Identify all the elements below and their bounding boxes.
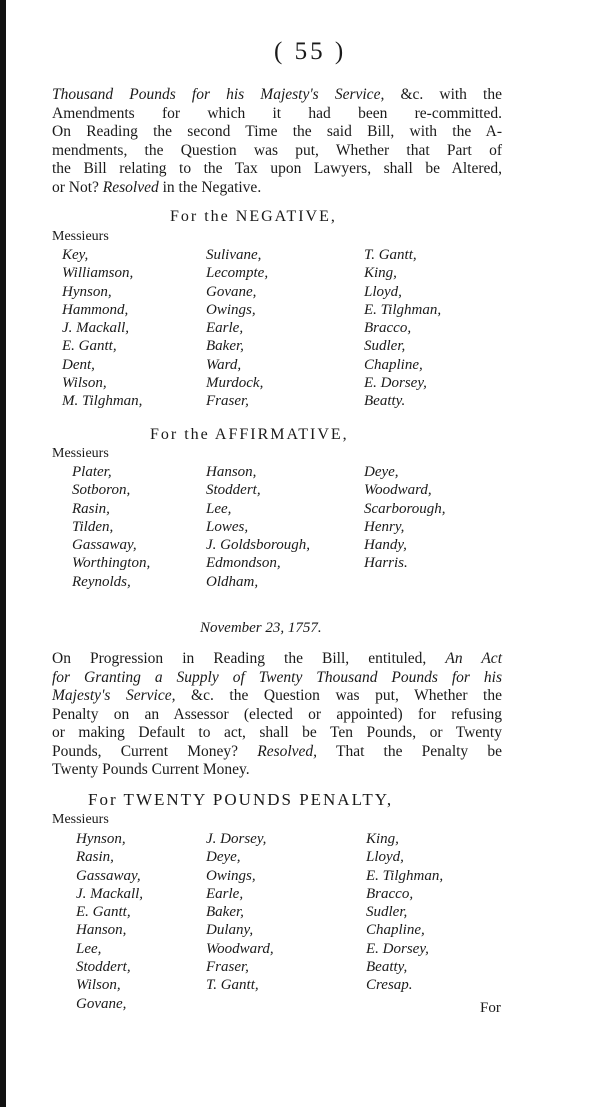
text-run: &c. with the bbox=[384, 86, 502, 103]
member-name: Williamson, bbox=[62, 265, 134, 282]
twenty-pounds-column-1 bbox=[76, 830, 143, 1013]
member-name: Owings, bbox=[206, 301, 256, 318]
member-name: E. Dorsey, bbox=[366, 940, 429, 957]
text-line bbox=[52, 105, 502, 124]
negative-messieurs: Messieurs bbox=[52, 229, 109, 244]
member-name: Beatty, bbox=[366, 959, 408, 976]
text-run: or making Default to act, shall be Ten Pounds, or Twenty bbox=[52, 724, 502, 741]
member-name: Henry, bbox=[364, 518, 405, 535]
text-line bbox=[52, 86, 502, 105]
text-line bbox=[52, 724, 502, 743]
text-line bbox=[52, 142, 502, 161]
text-line bbox=[52, 761, 502, 780]
member-name: Gassaway, bbox=[72, 537, 137, 554]
member-name: Cresap. bbox=[366, 977, 413, 994]
text-run: Thousand Pounds for his Majesty's Service, bbox=[52, 86, 385, 103]
member-name: Sudler, bbox=[364, 338, 406, 355]
member-name: Lee, bbox=[206, 500, 232, 517]
text-run: Majesty's Service, bbox=[52, 687, 176, 704]
text-run: for Granting a Supply of Twenty Thousand Pounds for his bbox=[52, 668, 502, 686]
text-run: An Act bbox=[445, 650, 502, 667]
member-name: Sotboron, bbox=[72, 482, 131, 499]
progression-paragraph bbox=[52, 650, 502, 780]
member-name: King, bbox=[364, 265, 397, 282]
member-name: Plater, bbox=[72, 464, 112, 480]
member-name: Hanson, bbox=[76, 922, 127, 939]
member-name: Govane, bbox=[76, 995, 127, 1012]
member-name: Fraser, bbox=[206, 393, 249, 410]
affirmative-heading: For the AFFIRMATIVE, bbox=[150, 426, 349, 443]
text-run: Resolved bbox=[102, 178, 159, 196]
text-run: in the Negative. bbox=[158, 178, 262, 196]
member-name: Tilden, bbox=[72, 518, 114, 535]
text-line bbox=[52, 687, 502, 706]
text-line bbox=[52, 179, 502, 198]
member-name: Harris. bbox=[364, 555, 408, 572]
text-run: On Progression in Reading the Bill, entituled, bbox=[52, 650, 446, 667]
member-name: Oldham, bbox=[206, 573, 259, 590]
member-name: J. Mackall, bbox=[76, 885, 144, 902]
member-name: Stoddert, bbox=[76, 959, 131, 976]
catchword: For bbox=[480, 1000, 501, 1016]
member-name: T. Gantt, bbox=[206, 977, 259, 994]
negative-column-1 bbox=[62, 246, 142, 411]
member-name: Sulivane, bbox=[206, 247, 262, 263]
text-line bbox=[52, 650, 502, 669]
member-name: Dulany, bbox=[206, 922, 254, 939]
affirmative-messieurs: Messieurs bbox=[52, 446, 109, 461]
member-name: Lloyd, bbox=[364, 283, 402, 300]
member-name: Rasin, bbox=[72, 500, 110, 517]
text-run: Penalty on an Assessor (elected or appointed) for refusing bbox=[52, 705, 502, 723]
member-name: Fraser, bbox=[206, 959, 249, 976]
member-name: Lloyd, bbox=[366, 849, 404, 866]
text-line bbox=[52, 743, 502, 762]
member-name: Reynolds, bbox=[72, 573, 131, 590]
intro-paragraph bbox=[52, 86, 502, 197]
member-name: Dent, bbox=[62, 356, 95, 373]
member-name: Bracco, bbox=[366, 885, 414, 902]
member-name: Baker, bbox=[206, 904, 244, 921]
member-name: J. Dorsey, bbox=[206, 831, 267, 847]
member-name: Gassaway, bbox=[76, 867, 141, 884]
text-run: the Bill relating to the Tax upon Lawyers, shall be Altered, bbox=[52, 160, 502, 177]
negative-column-2 bbox=[206, 246, 268, 411]
member-name: Woodward, bbox=[206, 940, 274, 957]
text-line bbox=[52, 706, 502, 725]
member-name: King, bbox=[366, 831, 399, 847]
text-run: On Reading the second Time the said Bill, with the A- bbox=[52, 123, 502, 140]
member-name: E. Tilghman, bbox=[364, 301, 442, 318]
member-name: E. Gantt, bbox=[76, 904, 131, 921]
text-run: mendments, the Question was put, Whether that Part of bbox=[52, 141, 502, 159]
negative-column-3 bbox=[364, 246, 441, 411]
member-name: Bracco, bbox=[364, 320, 412, 337]
member-name: Earle, bbox=[206, 320, 244, 337]
member-name: Chapline, bbox=[366, 922, 425, 939]
text-line bbox=[52, 160, 502, 179]
member-name: Stoddert, bbox=[206, 482, 261, 499]
text-run: Amendments for which it had been re-committed. bbox=[52, 104, 502, 122]
member-name: Lowes, bbox=[206, 518, 249, 535]
member-name: Ward, bbox=[206, 356, 242, 373]
member-name: E. Tilghman, bbox=[366, 867, 444, 884]
twenty-pounds-column-2 bbox=[206, 830, 274, 995]
member-name: Owings, bbox=[206, 867, 256, 884]
member-name: Wilson, bbox=[62, 375, 107, 392]
text-run: Resolved, bbox=[257, 742, 318, 760]
text-line bbox=[52, 669, 502, 688]
member-name: Hanson, bbox=[206, 464, 257, 480]
member-name: Hammond, bbox=[62, 301, 129, 318]
member-name: Hynson, bbox=[76, 831, 126, 847]
text-run: That the Penalty be bbox=[317, 742, 502, 760]
member-name: Wilson, bbox=[76, 977, 121, 994]
session-date: November 23, 1757. bbox=[200, 620, 322, 636]
member-name: Lee, bbox=[76, 940, 102, 957]
member-name: J. Mackall, bbox=[62, 320, 130, 337]
member-name: Beatty. bbox=[364, 393, 406, 410]
book-spine-edge bbox=[0, 0, 6, 1107]
affirmative-column-1 bbox=[72, 463, 150, 591]
member-name: Murdock, bbox=[206, 375, 264, 392]
twenty-pounds-column-3 bbox=[366, 830, 443, 995]
member-name: E. Gantt, bbox=[62, 338, 117, 355]
member-name: M. Tilghman, bbox=[62, 393, 143, 410]
twenty-pounds-messieurs: Messieurs bbox=[52, 812, 109, 827]
affirmative-column-2 bbox=[206, 463, 310, 591]
member-name: Chapline, bbox=[364, 356, 423, 373]
text-run: Twenty Pounds Current Money. bbox=[52, 761, 250, 778]
member-name: Lecompte, bbox=[206, 265, 269, 282]
member-name: Earle, bbox=[206, 885, 244, 902]
member-name: Scarborough, bbox=[364, 500, 446, 517]
text-run: or Not? bbox=[52, 178, 103, 196]
member-name: Rasin, bbox=[76, 849, 114, 866]
member-name: Key, bbox=[62, 247, 89, 263]
affirmative-column-3 bbox=[364, 463, 446, 573]
member-name: Deye, bbox=[364, 464, 399, 480]
member-name: Govane, bbox=[206, 283, 257, 300]
negative-heading: For the NEGATIVE, bbox=[170, 208, 337, 225]
member-name: Handy, bbox=[364, 537, 407, 554]
text-run: Pounds, Current Money? bbox=[52, 742, 258, 760]
member-name: T. Gantt, bbox=[364, 247, 417, 263]
member-name: E. Dorsey, bbox=[364, 375, 427, 392]
text-run: &c. the Question was put, Whether the bbox=[175, 687, 502, 704]
twenty-pounds-heading: For TWENTY POUNDS PENALTY, bbox=[88, 790, 394, 809]
member-name: Hynson, bbox=[62, 283, 112, 300]
member-name: Deye, bbox=[206, 849, 241, 866]
member-name: J. Goldsborough, bbox=[206, 537, 311, 554]
member-name: Baker, bbox=[206, 338, 244, 355]
page-number: ( 55 ) bbox=[274, 38, 347, 65]
member-name: Worthington, bbox=[72, 555, 151, 572]
member-name: Woodward, bbox=[364, 482, 432, 499]
text-line bbox=[52, 123, 502, 142]
member-name: Edmondson, bbox=[206, 555, 281, 572]
member-name: Sudler, bbox=[366, 904, 408, 921]
